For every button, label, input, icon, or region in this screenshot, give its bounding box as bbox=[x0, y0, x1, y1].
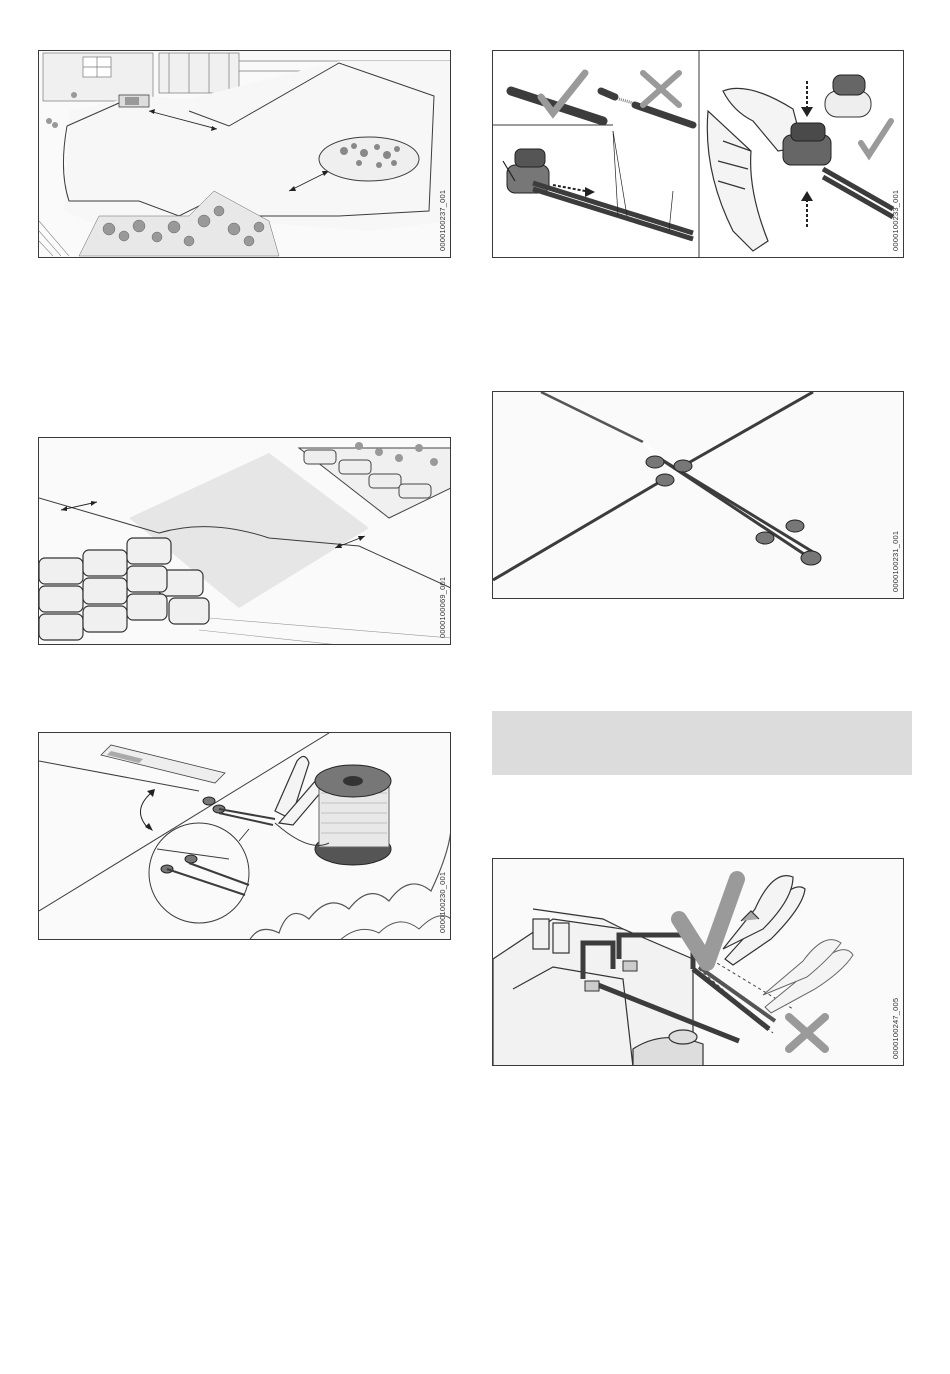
figure-id-label: 0000100231_001 bbox=[891, 530, 900, 592]
section-heading-bar bbox=[492, 711, 912, 775]
base-station-icon bbox=[119, 95, 149, 107]
figure-id-label: 0000100237_001 bbox=[438, 189, 447, 251]
stone-wall-illustration bbox=[39, 438, 451, 645]
figure-id-label: 0000100230_001 bbox=[438, 871, 447, 933]
figure-stone-wall bbox=[38, 437, 451, 645]
figure-id-label: 0000100069_001 bbox=[438, 576, 447, 638]
figure-lawn-overview bbox=[38, 50, 451, 258]
connector-icon bbox=[825, 75, 871, 117]
wire-reserve-illustration bbox=[39, 733, 451, 940]
wire-cutting-illustration bbox=[493, 859, 904, 1066]
wire-connector-illustration bbox=[493, 51, 904, 258]
figure-wire-cutting bbox=[492, 858, 904, 1066]
figure-id-label: 0000100247_005 bbox=[891, 997, 900, 1059]
wire-spool-icon bbox=[315, 765, 391, 865]
detail-magnifier bbox=[149, 823, 249, 923]
flower-bed-island-icon bbox=[319, 137, 419, 181]
check-mark-icon bbox=[861, 121, 891, 155]
lawn-overview-illustration bbox=[39, 51, 451, 258]
figure-id-label: 0000100233_001 bbox=[891, 189, 900, 251]
figure-wire-connector bbox=[492, 50, 904, 258]
pliers-icon bbox=[707, 88, 803, 251]
figure-wire-reserve bbox=[38, 732, 451, 940]
figure-wire-crossing bbox=[492, 391, 904, 599]
wire-crossing-illustration bbox=[493, 392, 904, 599]
cross-mark-icon bbox=[643, 73, 679, 105]
